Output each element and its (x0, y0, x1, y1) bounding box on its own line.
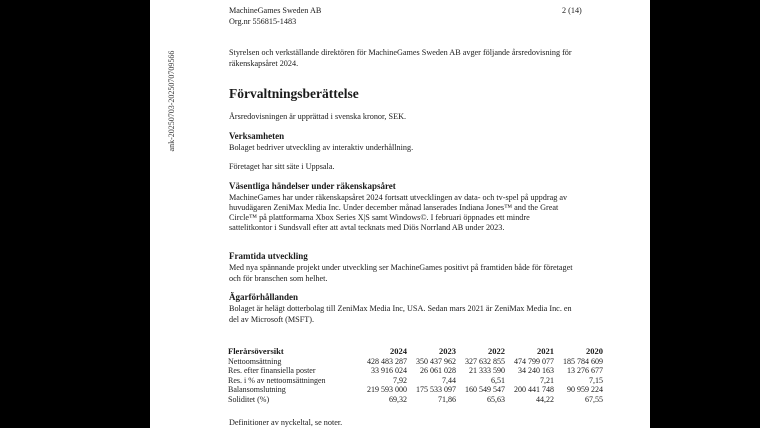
table-row (228, 395, 603, 405)
table-cell: 34 240 163 (518, 366, 554, 375)
table-cell: 200 441 748 (514, 385, 554, 394)
vasentliga-line-2: huvudägaren ZeniMax Media Inc. Under december månad lanserades Indiana Jones™ and the Great (229, 203, 559, 212)
year-header: 2020 (586, 346, 603, 356)
table-cell: 7,21 (540, 375, 554, 385)
row-label: Res. i % av nettoomsättningen (228, 375, 326, 385)
year-header: 2021 (537, 346, 554, 356)
table-row (228, 376, 603, 386)
vasentliga-line-4: sattelitkontor i Sundsvall efter att avtal tecknats med Diös Norrland AB under 2023. (229, 223, 505, 232)
table-cell: 327 632 855 (465, 356, 505, 366)
table-cell: 175 533 097 (416, 385, 456, 394)
side-stamp: ank-20250703-2025070709566 (167, 50, 176, 152)
table-row (228, 385, 603, 395)
table-cell: 65,63 (487, 394, 505, 404)
row-label: Soliditet (%) (228, 394, 270, 404)
page-title: Förvaltningsberättelse (229, 86, 359, 101)
year-header: 2022 (488, 346, 505, 356)
table-cell: 7,92 (393, 375, 407, 385)
table-cell: 185 784 609 (563, 356, 603, 366)
agarforhallanden-line-1: Bolaget är helägt dotterbolag till ZeniMax Media Inc, USA. Sedan mars 2021 är ZeniMax Media Inc. en (229, 304, 572, 313)
table-cell: 21 333 590 (469, 366, 505, 375)
table-cell: 90 959 224 (567, 385, 603, 394)
table-cell: 428 483 287 (367, 356, 407, 366)
intro-line-2: räkenskapsåret 2024. (229, 59, 299, 68)
currency-note: Årsredovisningen är upprättad i svenska kronor, SEK. (229, 112, 407, 121)
table-cell: 6,51 (491, 375, 505, 385)
table-row (228, 366, 603, 376)
year-header: 2024 (390, 346, 407, 356)
year-header: 2023 (439, 346, 456, 356)
table-cell: 67,55 (585, 394, 603, 404)
table-cell: 160 549 547 (465, 385, 505, 394)
table-cell: 7,44 (442, 375, 456, 385)
table-cell: 33 916 024 (371, 366, 407, 375)
page-number: 2 (14) (562, 6, 582, 15)
table-cell: 26 061 028 (420, 366, 456, 375)
overview-heading: Flerårsöversikt (228, 346, 284, 356)
verksamheten-seat: Företaget har sitt säte i Uppsala. (229, 162, 335, 171)
table-cell: 71,86 (438, 394, 456, 404)
intro-line-1: Styrelsen och verkställande direktören för MachineGames Sweden AB avger följande årsredovisning för (229, 48, 572, 57)
agarforhallanden-line-2: del av Microsoft (MSFT). (229, 315, 315, 324)
vasentliga-line-3: Circle™ på plattformarna Xbox Series X|S samt Windows©. I februari öppnades ett mindre (229, 213, 530, 222)
framtida-line-2: och för branschen som helhet. (229, 274, 328, 283)
table-header-row (228, 347, 603, 357)
framtida-line-1: Med nya spännande projekt under utveckling ser MachineGames positivt på framtiden både för företaget (229, 263, 573, 272)
vasentliga-line-1: MachineGames har under räkenskapsåret 2024 fortsatt utvecklingen av data- och tv-spel på uppdrag av (229, 193, 568, 202)
table-cell: 474 799 077 (514, 356, 554, 366)
table-cell: 350 437 962 (416, 356, 456, 366)
table-cell: 69,32 (389, 394, 407, 404)
section-heading-framtida: Framtida utveckling (229, 251, 308, 261)
section-heading-agarforhallanden: Ägarförhållanden (229, 292, 299, 302)
definitions-note: Definitioner av nyckeltal, se noter. (229, 418, 343, 427)
org-number: Org.nr 556815-1483 (229, 17, 297, 26)
row-label: Nettoomsättning (228, 356, 282, 366)
table-cell: 219 593 000 (367, 385, 407, 394)
table-cell: 13 276 677 (567, 366, 603, 375)
row-label: Res. efter finansiella poster (228, 366, 316, 375)
section-heading-vasentliga: Väsentliga händelser under räkenskapsåret (229, 181, 396, 191)
row-label: Balansomslutning (228, 385, 286, 394)
table-row (228, 357, 603, 367)
verksamheten-line-1: Bolaget bedriver utveckling av interaktiv underhållning. (229, 143, 414, 152)
table-cell: 44,22 (536, 394, 554, 404)
company-name: MachineGames Sweden AB (229, 6, 322, 15)
multi-year-overview-table (228, 347, 603, 404)
table-cell: 7,15 (589, 375, 603, 385)
section-heading-verksamheten: Verksamheten (229, 131, 285, 141)
